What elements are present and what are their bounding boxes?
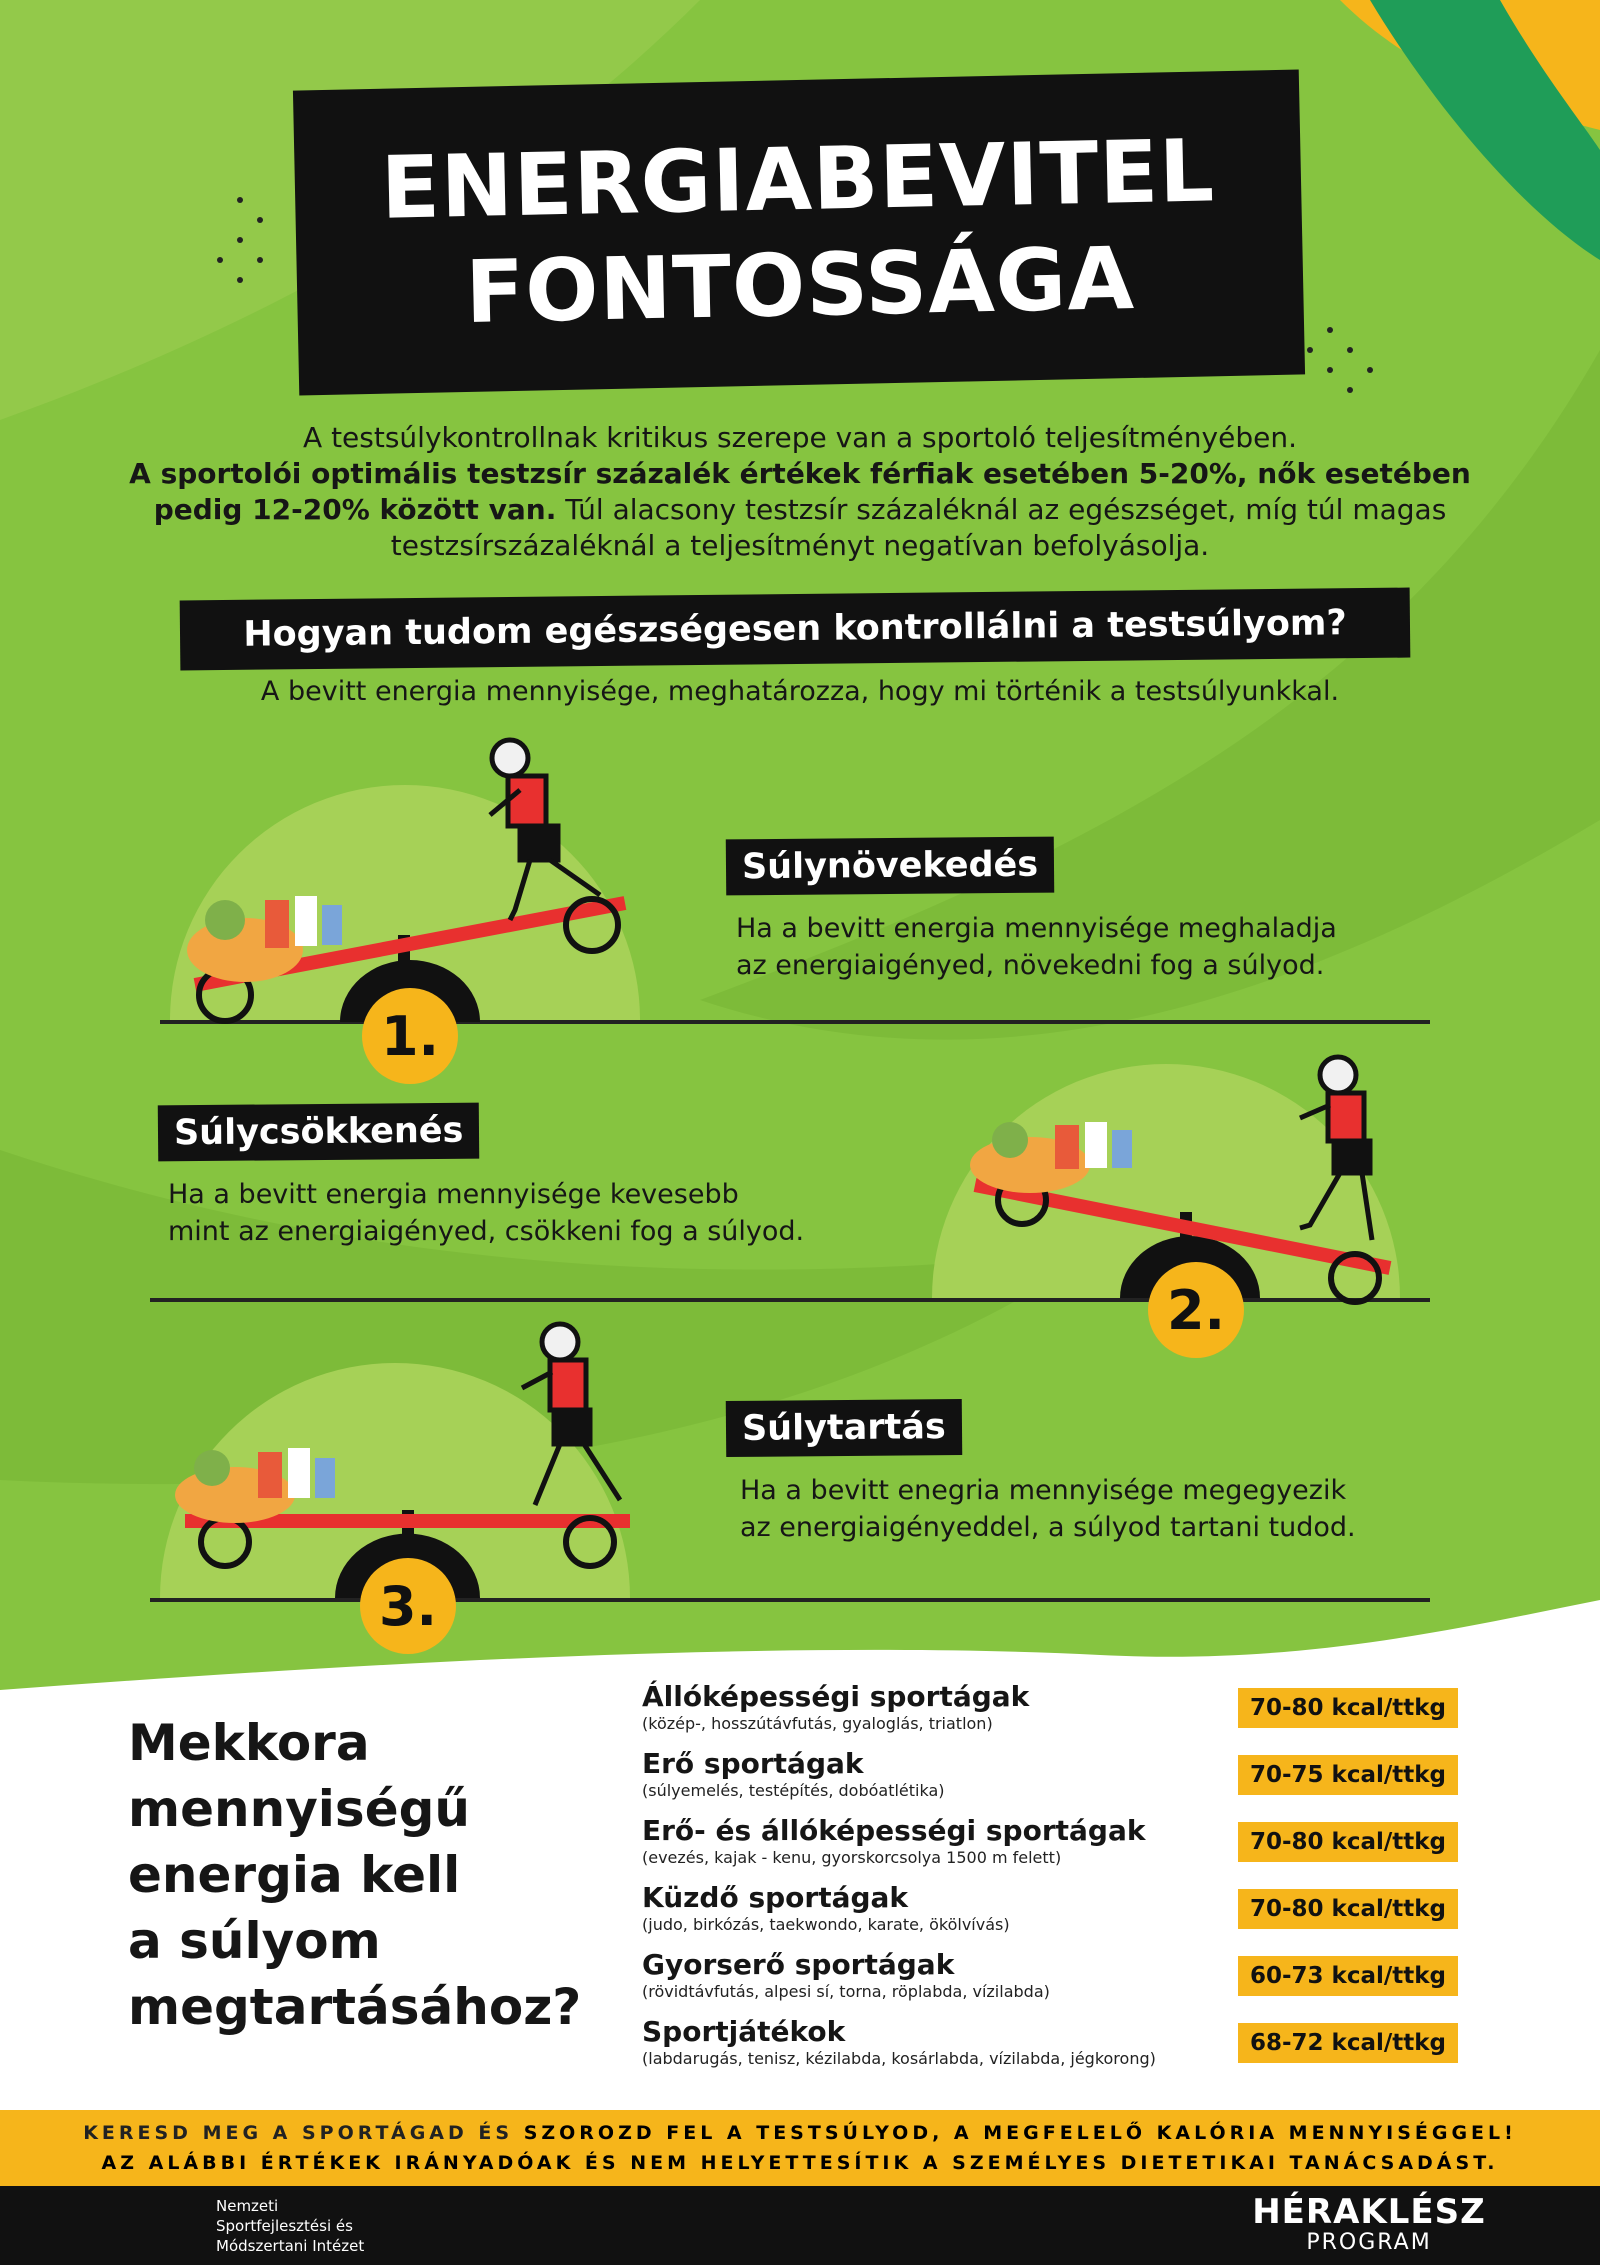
org-line-1: Nemzeti [216, 2197, 279, 2215]
kcal-badge: 68-72 kcal/ttkg [1238, 2023, 1458, 2063]
cta-line-2: AZ ALÁBBI ÉRTÉKEK IRÁNYADÓAK ÉS NEM HELYETTESÍTIK A SZEMÉLYES DIETETIKAI TANÁCSADÁST. [101, 2152, 1499, 2174]
desc-weight-maintenance-line-2: az energiaigényeddel, a súlyod tartani tudod. [740, 1512, 1356, 1543]
program-name: HÉRAKLÉSZ [1252, 2192, 1486, 2232]
org-name [216, 2196, 364, 2256]
label-weight-gain: Súlynövekedés [726, 837, 1055, 896]
sport-name: Erő sportágak [642, 1747, 864, 1780]
sport-name: Gyorserő sportágak [642, 1948, 955, 1981]
sport-name: Erő- és állóképességi sportágak [642, 1814, 1146, 1847]
intro-line-1: A testsúlykontrollnak kritikus szerepe van a sportoló teljesítményében. [303, 421, 1297, 454]
intro-line-4: testzsírszázaléknál a teljesítményt negatívan befolyásolja. [390, 529, 1210, 562]
desc-weight-loss [168, 1176, 804, 1250]
sport-row [642, 1680, 1482, 1746]
question-text: Hogyan tudom egészségesen kontrollálni a testsúlyom? [243, 603, 1347, 655]
cta-line-1b: SZOROZD FEL A TESTSÚLYOD, A MEGFELELŐ KALÓRIA MENNYISÉGGEL! [523, 2122, 1517, 2144]
desc-weight-gain-line-2: az energiaigényed, növekedni fog a súlyod. [736, 950, 1325, 981]
energy-question-line-3: energia kell [128, 1846, 461, 1904]
sport-detail: (labdarugás, tenisz, kézilabda, kosárlabda, vízilabda, jégkorong) [642, 2049, 1156, 2068]
program-sub: PROGRAM [1306, 2230, 1432, 2255]
sport-name: Sportjátékok [642, 2015, 846, 2048]
desc-weight-maintenance [740, 1472, 1356, 1546]
sport-detail: (közép-, hosszútávfutás, gyaloglás, triatlon) [642, 1714, 993, 1733]
intro-line-3-bold: pedig 12-20% között van. [153, 493, 557, 526]
org-line-2: Sportfejlesztési és [216, 2217, 353, 2235]
energy-question-line-2: mennyiségű [128, 1780, 470, 1838]
kcal-badge: 70-80 kcal/ttkg [1238, 1889, 1458, 1929]
sport-row [642, 1747, 1482, 1813]
sport-row [642, 1881, 1482, 1947]
sport-name: Küzdő sportágak [642, 1881, 909, 1914]
energy-question-line-4: a súlyom [128, 1912, 381, 1970]
kcal-badge: 70-80 kcal/ttkg [1238, 1688, 1458, 1728]
intro-line-3-rest: Túl alacsony testzsír százaléknál az egészséget, míg túl magas [556, 493, 1447, 526]
sport-row [642, 2015, 1482, 2081]
step-number-2: 2. [1148, 1262, 1244, 1358]
title-box [293, 69, 1305, 395]
cta-band [0, 2110, 1600, 2186]
sport-row [642, 1814, 1482, 1880]
org-line-3: Módszertani Intézet [216, 2237, 365, 2255]
desc-weight-gain [736, 910, 1337, 984]
desc-weight-loss-line-1: Ha a bevitt energia mennyisége kevesebb [168, 1179, 739, 1210]
sub-intro: A bevitt energia mennyisége, meghatározza, hogy mi történik a testsúlyunkkal. [260, 676, 1340, 707]
step-number-3: 3. [360, 1558, 456, 1654]
sport-detail: (rövidtávfutás, alpesi sí, torna, röplabda, vízilabda) [642, 1982, 1050, 2001]
kcal-badge: 60-73 kcal/ttkg [1238, 1956, 1458, 1996]
sport-detail: (judo, birkózás, taekwondo, karate, ökölvívás) [642, 1915, 1010, 1934]
sport-name: Állóképességi sportágak [642, 1680, 1030, 1713]
desc-weight-gain-line-1: Ha a bevitt energia mennyisége meghaladja [736, 913, 1337, 944]
desc-weight-loss-line-2: mint az energiaigényed, csökkeni fog a súlyod. [168, 1216, 805, 1247]
kcal-badge: 70-75 kcal/ttkg [1238, 1755, 1458, 1795]
energy-question-line-5: megtartásához? [128, 1978, 582, 2036]
desc-weight-maintenance-line-1: Ha a bevitt enegria mennyisége megegyezik [740, 1475, 1347, 1506]
cta-line-1a: KERESD MEG A SPORTÁGAD ÉS [83, 2122, 524, 2144]
sport-detail: (súlyemelés, testépítés, dobóatlétika) [642, 1781, 945, 1800]
kcal-badge: 70-80 kcal/ttkg [1238, 1822, 1458, 1862]
step-number-1: 1. [362, 988, 458, 1084]
question-bar [180, 588, 1411, 671]
title-line-1: ENERGIABEVITEL [379, 120, 1216, 239]
label-weight-loss: Súlycsökkenés [158, 1103, 480, 1162]
sport-row [642, 1948, 1482, 2014]
intro-line-2-bold: A sportolói optimális testzsír százalék értékek férfiak esetében 5-20%, nők esetében [129, 457, 1471, 490]
energy-question-line-1: Mekkora [128, 1714, 370, 1772]
energy-question [128, 1710, 648, 2040]
intro-paragraph [80, 420, 1520, 564]
sport-detail: (evezés, kajak - kenu, gyorskorcsolya 1500 m felett) [642, 1848, 1062, 1867]
label-weight-maintenance: Súlytartás [726, 1399, 962, 1457]
title-line-2: FONTOSSÁGA [464, 228, 1136, 343]
